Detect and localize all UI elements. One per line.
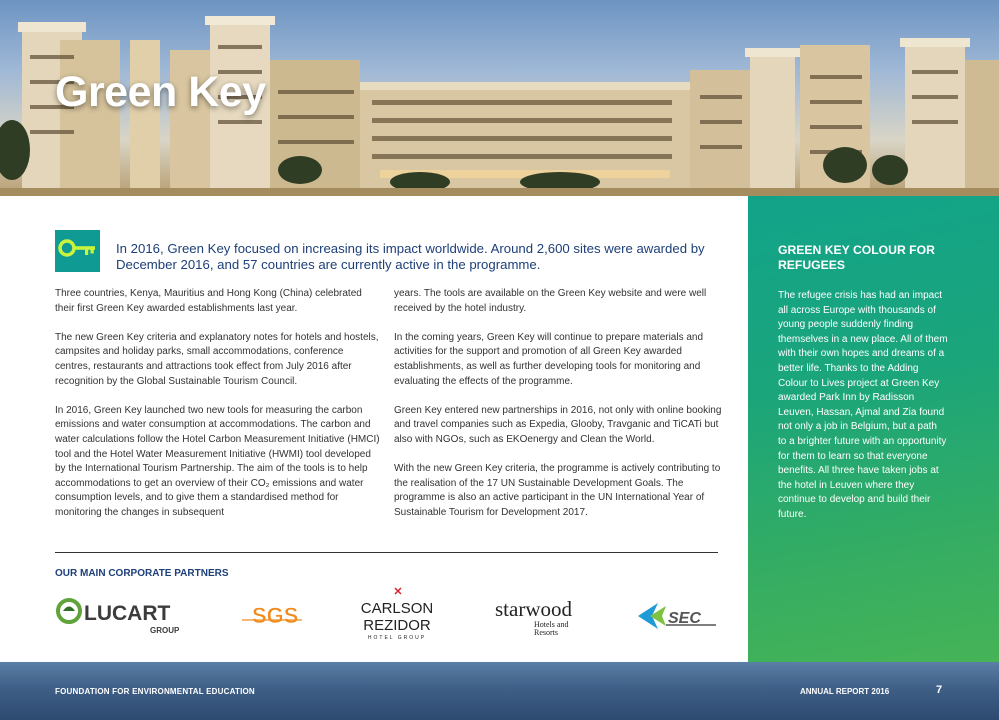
sidebar-body: The refugee crisis has had an impact all across Europe with thousands of young people suddenly finding themselves in a new place. All of them with their own hopes and dreams of a better life. Thanks to the Adding Colour to Lives project at Green Key awarded Park Inn by Radisson Leuven, Hassan, Ajmal and Zia found not only a job in Belgium, but a path to a brighter future with an opportunity for them to learn so that everyone benefits. All three have taken jobs at the hotel in Leuven where they continue to develop and build their future. (778, 290, 948, 520)
footer-organization: FOUNDATION FOR ENVIRONMENTAL EDUCATION (55, 687, 255, 696)
sec-logo (636, 600, 720, 632)
paragraph: In the coming years, Green Key will continue to prepare materials and activities for the support and promotion of all Green Key awarded establishments, as well as further developing tools for monitoring and evaluating the effects of the programme. (394, 331, 704, 387)
starwood-logo (494, 598, 594, 640)
footer (0, 662, 999, 720)
body-column-1 (55, 287, 381, 535)
intro-text: In 2016, Green Key focused on increasing its impact worldwide. Around 2,600 sites were awarded by December 2016, and 57 countries are currently active in the programme. (116, 241, 705, 272)
body-column-2 (394, 287, 724, 535)
page-number: 7 (936, 684, 943, 696)
page-title: Green Key (55, 68, 266, 116)
paragraph: With the new Green Key criteria, the programme is actively contributing to the realisation of the 17 UN Sustainable Development Goals. The programme is also an active participant in the UN International Year of Sustainable Tourism for Development 2017. (394, 463, 721, 518)
paragraph: years. The tools are available on the Green Key website and were well received by the hotel industry. (394, 288, 707, 314)
paragraph: In 2016, Green Key launched two new tools for measuring the carbon emissions and water consumption at accommodations. The carbon and water calculations follow the Hotel Carbon Measurement Initiative (HMCI) tool and the Hotel Water Measurement Initiative (HWMI) tool developed by the International Tourism Partnership. The aim of the tools is to help accommodations to get an overview of their CO₂ emissions and water consumption levels, and to give them a standardised method for monitoring the changes in subsequent (55, 404, 380, 518)
key-icon (55, 230, 100, 272)
starwood-subtitle-1: Hotels and (534, 620, 569, 629)
starwood-wordmark: starwood (495, 598, 572, 621)
footer-report-title: ANNUAL REPORT 2016 (800, 687, 890, 696)
rezidor-wordmark: REZIDOR (363, 617, 431, 634)
sgs-wordmark: SGS (252, 603, 299, 628)
sgs-logo (240, 598, 304, 632)
hero-photo (0, 0, 999, 200)
divider (55, 552, 718, 553)
paragraph: Three countries, Kenya, Mauritius and Hong Kong (China) celebrated their first Green Key awarded establishments last year. (55, 288, 362, 314)
lucart-subtitle: GROUP (150, 626, 180, 635)
lucart-logo (55, 598, 190, 638)
paragraph: Green Key entered new partnerships in 2016, not only with online booking and travel companies such as Expedia, Glooby, Travganic and TiCATi but also with NGOs, such as EKOenergy and Clean the World. (394, 404, 722, 445)
starwood-subtitle-2: Resorts (534, 628, 558, 637)
rezidor-subtitle: HOTEL GROUP (367, 635, 427, 641)
carlson-wordmark: CARLSON (360, 600, 434, 617)
paragraph: The new Green Key criteria and explanatory notes for hotels and hostels, campsites and holiday parks, small accommodations, conference centres, restaurants and attractions took effect from July 2016 after recognition by the Global Sustainable Tourism Council. (55, 331, 379, 387)
carlson-rezidor-logo (358, 584, 438, 642)
sidebar-title: GREEN KEY COLOUR FOR REFUGEES (778, 243, 935, 272)
lucart-wordmark: LUCART (84, 602, 171, 625)
svg-text:✕: ✕ (393, 586, 403, 598)
partners-heading: OUR MAIN CORPORATE PARTNERS (55, 568, 229, 579)
sec-wordmark: SEC (668, 610, 701, 627)
green-key-logo (55, 230, 100, 272)
